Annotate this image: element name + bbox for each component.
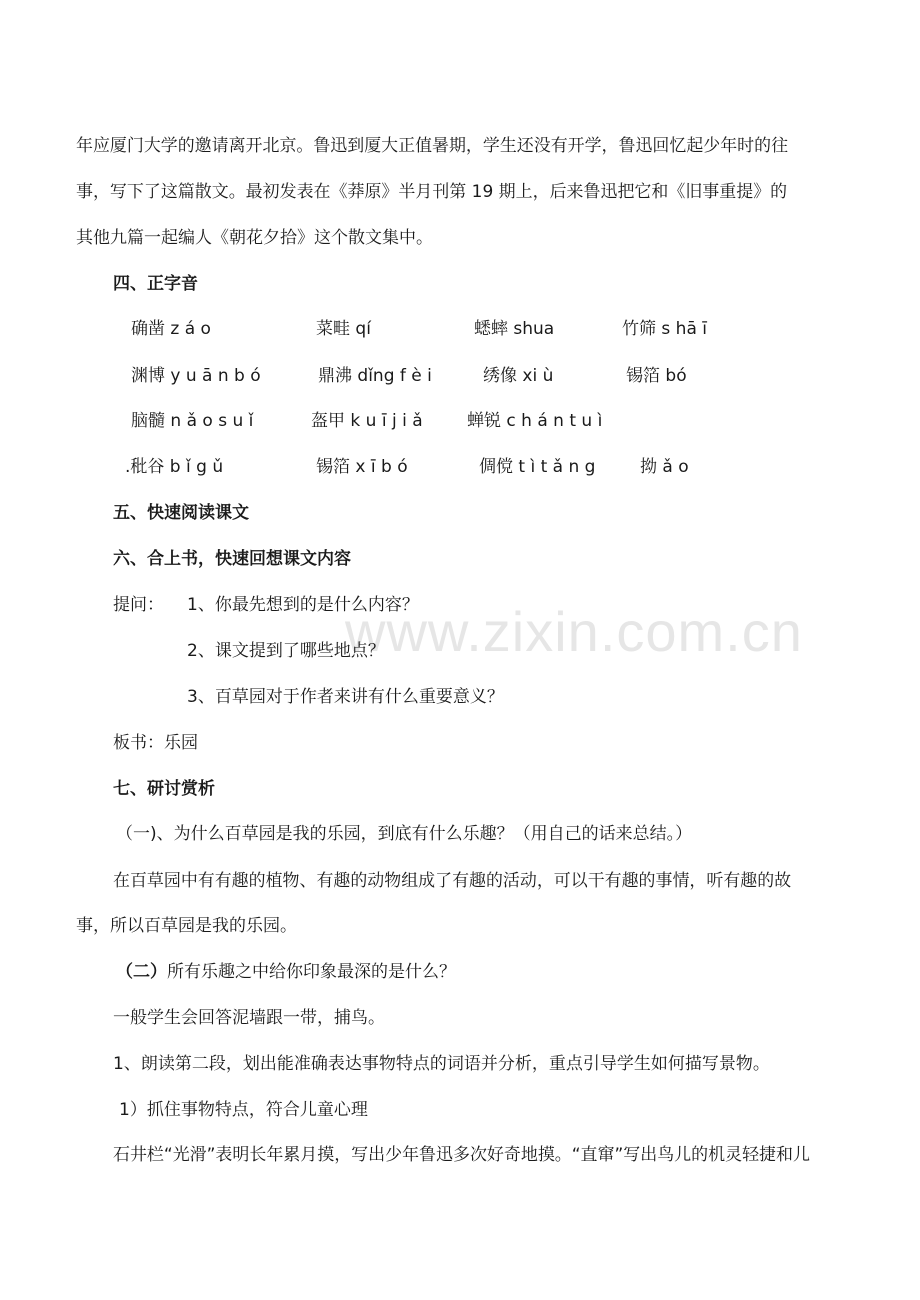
section-heading-analysis: 七、研讨赏析 [113, 779, 215, 799]
pinyin-item: 竹筛 s hā ī [622, 319, 707, 339]
intro-line-1: 年应厦门大学的邀请离开北京。鲁迅到厦大正值暑期，学生还没有开学，鲁迅回忆起少年时的往 [76, 135, 789, 155]
pinyin-item: 锡箔 bó [626, 366, 687, 386]
section-heading-quick-read: 五、快速阅读课文 [113, 503, 249, 523]
reading-task: 1、朗读第二段，划出能准确表达事物特点的词语并分析，重点引导学生如何描写景物。 [113, 1054, 770, 1074]
question-item: 3、百草园对于作者来讲有什么重要意义？ [187, 687, 504, 707]
answer-2: 一般学生会回答泥墙跟一带，捕鸟。 [113, 1008, 385, 1028]
pinyin-item: 脑髓 n ǎ o s u ǐ [131, 411, 254, 431]
reading-point: 1）抓住事物特点，符合儿童心理 [119, 1100, 368, 1120]
pinyin-item: 绣像 xi ù [483, 366, 554, 386]
pinyin-item: 倜傥 t ì t ǎ n g [479, 457, 596, 477]
watermark: www.zixin.com.cn [345, 600, 803, 663]
reading-analysis-line: 石井栏“光滑”表明长年累月摸，写出少年鲁迅多次好奇地摸。“直窜”写出鸟儿的机灵轻捷和儿 [113, 1145, 810, 1165]
pinyin-item: 鼎沸 dǐng f è i [318, 366, 432, 386]
answer-1-line-2: 事，所以百草园是我的乐园。 [76, 916, 297, 936]
pinyin-item: 菜畦 qí [316, 319, 371, 339]
board-note: 板书：乐园 [113, 733, 198, 753]
intro-line-2: 事，写下了这篇散文。最初发表在《莽原》半月刊第 19 期上，后来鲁迅把它和《旧事重提》的 [76, 182, 788, 202]
analysis-question-2-label: （二） [116, 962, 167, 982]
analysis-question-2 [116, 961, 456, 983]
pinyin-item: 渊博 y u ā n b ó [131, 366, 261, 386]
prompt-label: 提问： [113, 595, 164, 615]
analysis-question-2-text: 所有乐趣之中给你印象最深的是什么？ [167, 962, 456, 982]
pinyin-item: 蟋蟀 shua [474, 319, 555, 339]
pinyin-item: 拗 ǎ o [640, 457, 689, 477]
pinyin-item: 盔甲 k u ī j i ǎ [311, 411, 423, 431]
section-heading-pronunciation: 四、正字音 [113, 274, 198, 294]
pinyin-item: 确凿 z á o [131, 319, 211, 339]
intro-line-3: 其他九篇一起编人《朝花夕拾》这个散文集中。 [76, 228, 433, 248]
section-heading-recall: 六、合上书，快速回想课文内容 [113, 549, 351, 569]
analysis-question-1: （一)、为什么百草园是我的乐园，到底有什么乐趣？（用自己的话来总结。） [116, 824, 693, 844]
question-item: 2、课文提到了哪些地点？ [187, 641, 385, 661]
pinyin-item: .秕谷 b ǐ g ǔ [125, 457, 224, 477]
answer-1-line-1: 在百草园中有有趣的植物、有趣的动物组成了有趣的活动，可以干有趣的事情，听有趣的故 [113, 870, 792, 890]
question-item: 1、你最先想到的是什么内容？ [187, 595, 419, 615]
pinyin-item: 蝉锐 c h á n t u ì [467, 411, 603, 431]
pinyin-item: 锡箔 x ī b ó [316, 457, 408, 477]
